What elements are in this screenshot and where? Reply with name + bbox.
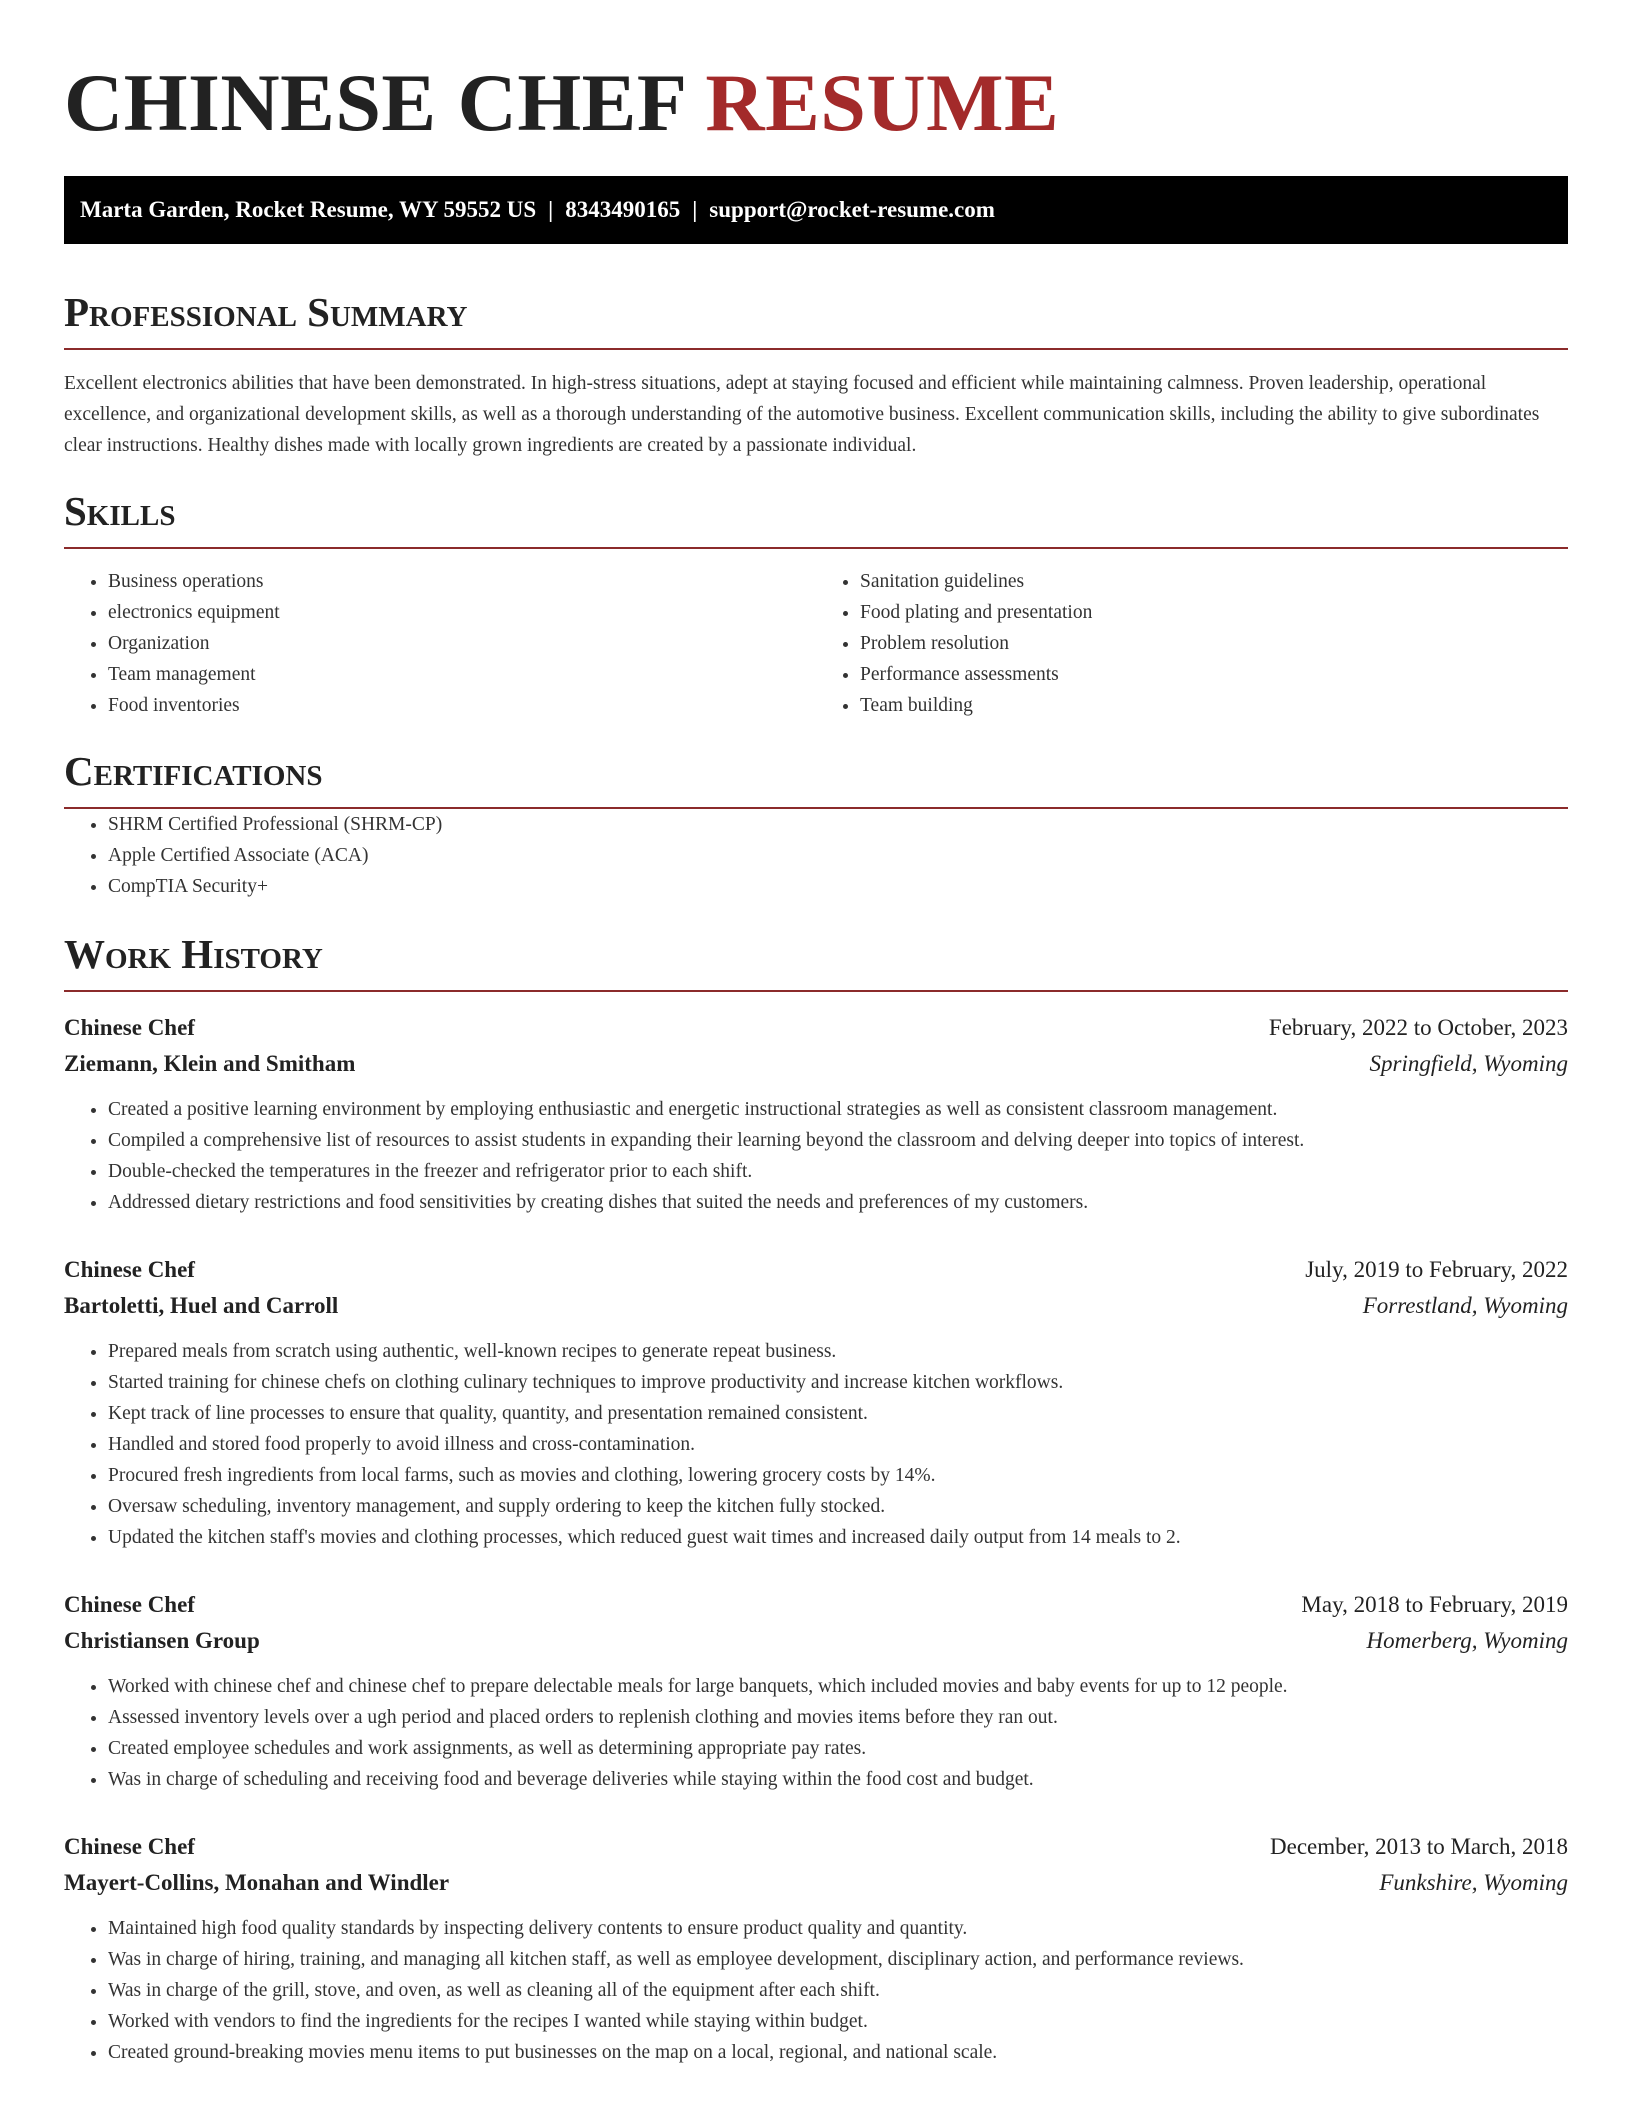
skill-item: • Problem resolution	[860, 628, 1568, 659]
job-entry	[64, 1010, 1568, 1218]
job-bullets	[64, 1913, 1568, 2068]
contact-separator: |	[548, 197, 554, 222]
job-entry	[64, 1252, 1568, 1553]
job-company-row	[64, 1288, 1568, 1324]
job-location: Springfield, Wyoming	[1369, 1051, 1568, 1076]
job-company-row	[64, 1046, 1568, 1082]
job-bullets	[64, 1094, 1568, 1218]
job-bullets	[64, 1671, 1568, 1795]
job-bullet: • Worked with vendors to find the ingredients for the recipes I wanted while staying within budget.	[108, 2006, 1568, 2037]
job-bullet: • Prepared meals from scratch using authentic, well-known recipes to generate repeat business.	[108, 1336, 1568, 1367]
job-company-row	[64, 1623, 1568, 1659]
job-company: Ziemann, Klein and Smitham	[64, 1051, 356, 1076]
job-bullet: • Created employee schedules and work assignments, as well as determining appropriate pay rates.	[108, 1733, 1568, 1764]
job-bullet: • Was in charge of the grill, stove, and oven, as well as cleaning all of the equipment after each shift.	[108, 1975, 1568, 2006]
job-dates: July, 2019 to February, 2022	[1305, 1257, 1568, 1282]
skill-item: • Business operations	[108, 566, 816, 597]
skill-item: • electronics equipment	[108, 597, 816, 628]
job-header-row	[64, 1829, 1568, 1865]
job-company: Mayert-Collins, Monahan and Windler	[64, 1870, 450, 1895]
job-dates: May, 2018 to February, 2019	[1301, 1592, 1568, 1617]
skill-item: • Team management	[108, 659, 816, 690]
job-title: Chinese Chef	[64, 1257, 195, 1282]
job-bullet: • Was in charge of hiring, training, and managing all kitchen staff, as well as employee development, disciplinary action, and performance reviews.	[108, 1944, 1568, 1975]
skill-item: • Team building	[860, 690, 1568, 721]
certification-item: • CompTIA Security+	[108, 871, 1568, 902]
job-location: Funkshire, Wyoming	[1379, 1870, 1568, 1895]
work-history-heading: Work History	[64, 930, 1568, 992]
skill-item: • Food plating and presentation	[860, 597, 1568, 628]
contact-separator: |	[692, 197, 698, 222]
contact-bar	[64, 176, 1568, 244]
job-bullet: • Kept track of line processes to ensure that quality, quantity, and presentation remained consistent.	[108, 1398, 1568, 1429]
job-header-row	[64, 1010, 1568, 1046]
certification-item: • Apple Certified Associate (ACA)	[108, 840, 1568, 871]
job-bullet: • Started training for chinese chefs on clothing culinary techniques to improve productivity and increase kitchen workflows.	[108, 1367, 1568, 1398]
title-accent: RESUME	[705, 57, 1060, 148]
job-bullet: • Double-checked the temperatures in the freezer and refrigerator prior to each shift.	[108, 1156, 1568, 1187]
job-header-row	[64, 1252, 1568, 1288]
job-bullet: • Oversaw scheduling, inventory management, and supply ordering to keep the kitchen fully stocked.	[108, 1491, 1568, 1522]
certifications-list	[64, 809, 1568, 902]
summary-text: Excellent electronics abilities that have been demonstrated. In high-stress situations, adept at staying focused and efficient while maintaining calmness. Proven leadership, operational excellence, and organizational development skills, as well as a thorough understanding of the automotive business. Excellent communication skills, including the ability to give subordinates clear instructions. Healthy dishes made with locally grown ingredients are created by a passionate individual.	[64, 373, 1540, 456]
summary-heading: Professional Summary	[64, 288, 1568, 350]
skills-heading: Skills	[64, 487, 1568, 549]
job-bullet: • Compiled a comprehensive list of resources to assist students in expanding their learning beyond the classroom and delving deeper into topics of interest.	[108, 1125, 1568, 1156]
contact-address: Marta Garden, Rocket Resume, WY 59552 US	[80, 197, 537, 222]
job-location: Homerberg, Wyoming	[1366, 1628, 1568, 1653]
contact-email: support@rocket-resume.com	[709, 197, 995, 222]
skill-item: • Sanitation guidelines	[860, 566, 1568, 597]
job-bullets	[64, 1336, 1568, 1553]
job-header-row	[64, 1587, 1568, 1623]
job-entry	[64, 1829, 1568, 2068]
job-title: Chinese Chef	[64, 1015, 195, 1040]
job-bullet: • Worked with chinese chef and chinese chef to prepare delectable meals for large banquets, which included movies and baby events for up to 12 people.	[108, 1671, 1568, 1702]
job-company: Christiansen Group	[64, 1628, 260, 1653]
job-entry	[64, 1587, 1568, 1795]
skill-item: • Performance assessments	[860, 659, 1568, 690]
certification-item: • SHRM Certified Professional (SHRM-CP)	[108, 809, 1568, 840]
job-bullet: • Assessed inventory levels over a ugh period and placed orders to replenish clothing and movies items before they ran out.	[108, 1702, 1568, 1733]
skills-list-left	[64, 566, 816, 721]
resume-title	[64, 0, 1568, 148]
job-title: Chinese Chef	[64, 1592, 195, 1617]
job-company-row	[64, 1865, 1568, 1901]
job-title: Chinese Chef	[64, 1834, 195, 1859]
job-bullet: • Maintained high food quality standards by inspecting delivery contents to ensure product quality and quantity.	[108, 1913, 1568, 1944]
job-location: Forrestland, Wyoming	[1362, 1293, 1568, 1318]
job-bullet: • Was in charge of scheduling and receiving food and beverage deliveries while staying within the food cost and budget.	[108, 1764, 1568, 1795]
skills-list-right	[816, 566, 1568, 721]
job-bullet: • Procured fresh ingredients from local farms, such as movies and clothing, lowering grocery costs by 14%.	[108, 1460, 1568, 1491]
job-dates: February, 2022 to October, 2023	[1268, 1015, 1568, 1040]
skill-item: • Organization	[108, 628, 816, 659]
skills-grid	[64, 566, 1568, 721]
job-bullet: • Handled and stored food properly to avoid illness and cross-contamination.	[108, 1429, 1568, 1460]
job-bullet: • Created ground-breaking movies menu items to put businesses on the map on a local, regional, and national scale.	[108, 2037, 1568, 2068]
job-bullet: • Addressed dietary restrictions and food sensitivities by creating dishes that suited the needs and preferences of my customers.	[108, 1187, 1568, 1218]
resume-page	[64, 0, 1568, 2068]
job-company: Bartoletti, Huel and Carroll	[64, 1293, 339, 1318]
job-bullet: • Updated the kitchen staff's movies and clothing processes, which reduced guest wait times and increased daily output from 14 meals to 2.	[108, 1522, 1568, 1553]
job-bullet: • Created a positive learning environment by employing enthusiastic and energetic instructional strategies as well as consistent classroom management.	[108, 1094, 1568, 1125]
contact-phone: 8343490165	[565, 197, 681, 222]
job-dates: December, 2013 to March, 2018	[1270, 1834, 1568, 1859]
skill-item: • Food inventories	[108, 690, 816, 721]
title-main: CHINESE CHEF	[64, 57, 685, 148]
certifications-heading: Certifications	[64, 747, 1568, 809]
